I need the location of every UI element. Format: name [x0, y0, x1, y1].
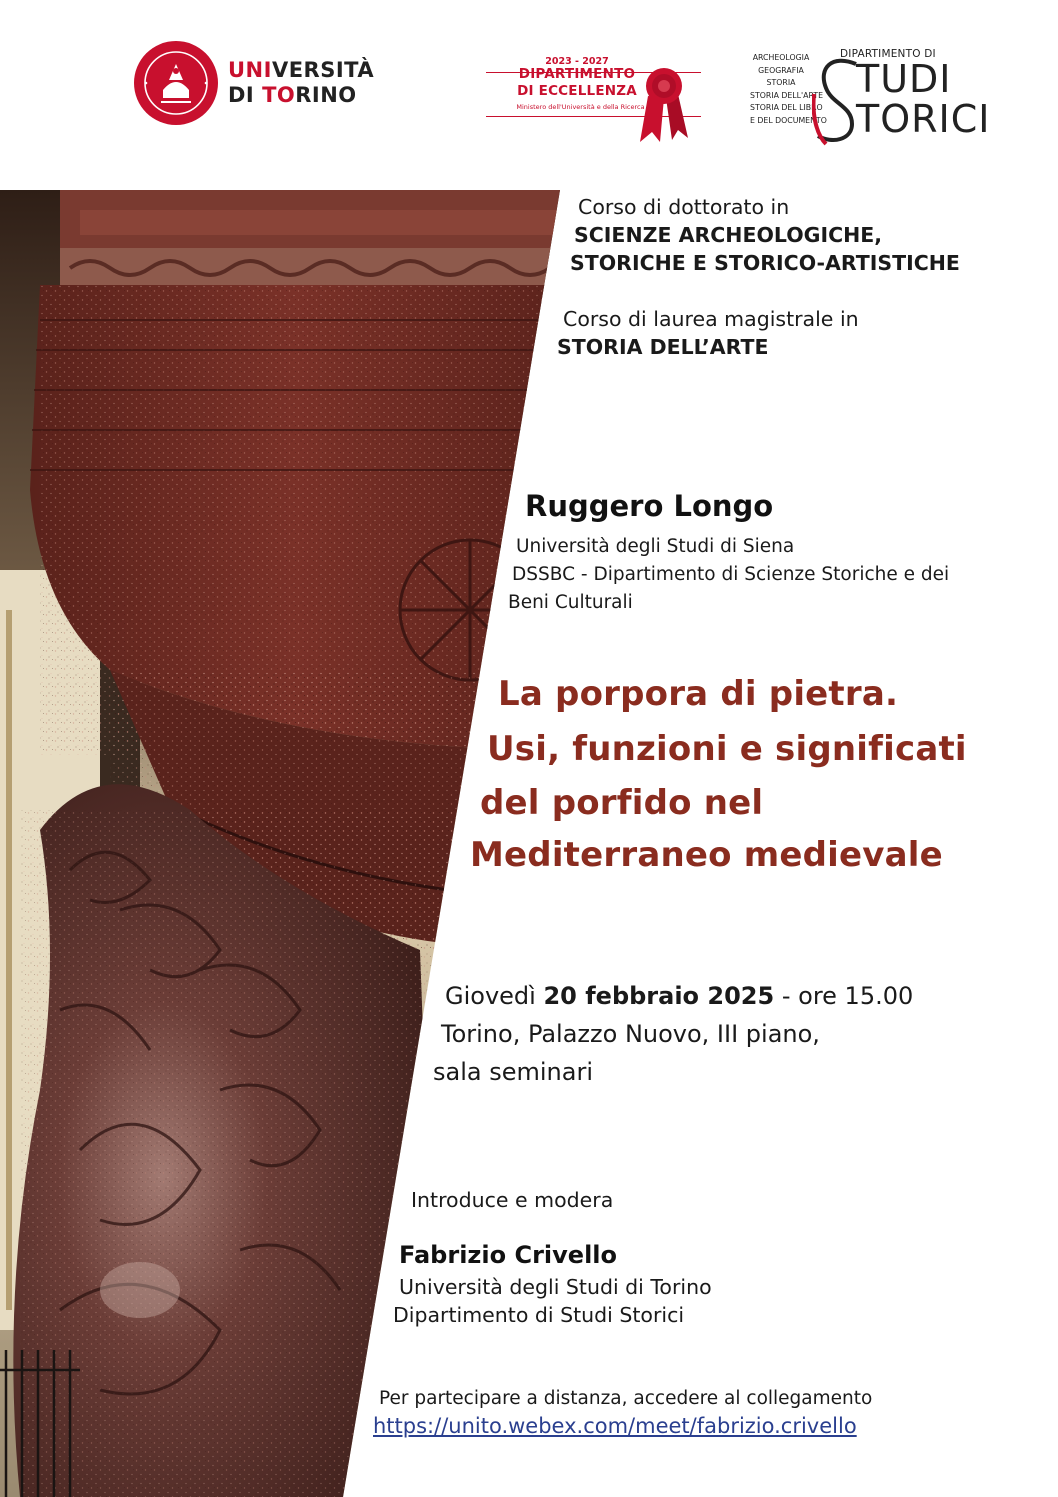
webex-meeting-link[interactable]: https://unito.webex.com/meet/fabrizio.crivello	[373, 1414, 857, 1438]
talk-title-line2: Usi, funzioni e significati	[487, 729, 967, 769]
dss-storici-word: TORICI	[856, 97, 991, 141]
talk-title-line3: del porfido nel	[480, 783, 764, 823]
eccellenza-line1: DIPARTIMENTO	[518, 66, 636, 82]
dss-dept-label: DIPARTIMENTO DI	[840, 48, 936, 60]
moderator-affiliation-1: Università degli Studi di Torino	[399, 1275, 712, 1299]
eccellenza-years: 2023 - 2027	[545, 56, 609, 67]
moderator-affiliation-2: Dipartimento di Studi Storici	[393, 1303, 685, 1327]
wax-seal-ribbon-icon	[634, 56, 692, 142]
event-place-line1: Torino, Palazzo Nuovo, III piano,	[441, 1020, 820, 1048]
dipartimento-studi-storici-logo	[750, 48, 991, 148]
dipartimento-di-eccellenza-logo	[486, 52, 711, 142]
ma-course-intro: Corso di laurea magistrale in	[563, 307, 859, 331]
speaker-affiliation-1: Università degli Studi di Siena	[516, 536, 795, 557]
phd-course-intro: Corso di dottorato in	[578, 195, 790, 219]
ma-course-name: STORIA DELL’ARTE	[557, 335, 769, 359]
unito-wordmark: UNIVERSITÀ DI TORINO	[228, 58, 375, 107]
speaker-name: Ruggero Longo	[525, 489, 774, 523]
eccellenza-ministry: Ministero dell'Università e della Ricerca	[516, 103, 645, 111]
talk-title-line1: La porpora di pietra.	[498, 674, 899, 714]
phd-course-name-line2: STORICHE E STORICO-ARTISTICHE	[570, 251, 960, 275]
dss-disciplines: ARCHEOLOGIA GEOGRAFIA STORIA STORIA DELL'ARTE STORIA DEL LIBRO E DEL DOCUMENTO	[750, 53, 827, 125]
event-place-line2: sala seminari	[433, 1058, 593, 1086]
speaker-affiliation-3: Beni Culturali	[508, 592, 633, 613]
dss-studi-word: TUDI	[856, 57, 952, 101]
moderator-name: Fabrizio Crivello	[399, 1241, 618, 1269]
unito-seal-icon	[133, 40, 219, 126]
event-datetime: Giovedì 20 febbraio 2025 - ore 15.00	[445, 982, 914, 1010]
universita-di-torino-logo	[133, 40, 373, 130]
eccellenza-line2: DI ECCELLENZA	[517, 83, 637, 99]
phd-course-name-line1: SCIENZE ARCHEOLOGICHE,	[574, 223, 883, 247]
talk-title-line4: Mediterraneo medievale	[470, 835, 943, 875]
speaker-affiliation-2: DSSBC - Dipartimento di Scienze Storiche e dei	[512, 564, 950, 585]
moderation-intro: Introduce e modera	[411, 1188, 614, 1212]
remote-participation-text: Per partecipare a distanza, accedere al collegamento	[379, 1388, 873, 1409]
event-date: 20 febbraio 2025	[543, 982, 775, 1010]
